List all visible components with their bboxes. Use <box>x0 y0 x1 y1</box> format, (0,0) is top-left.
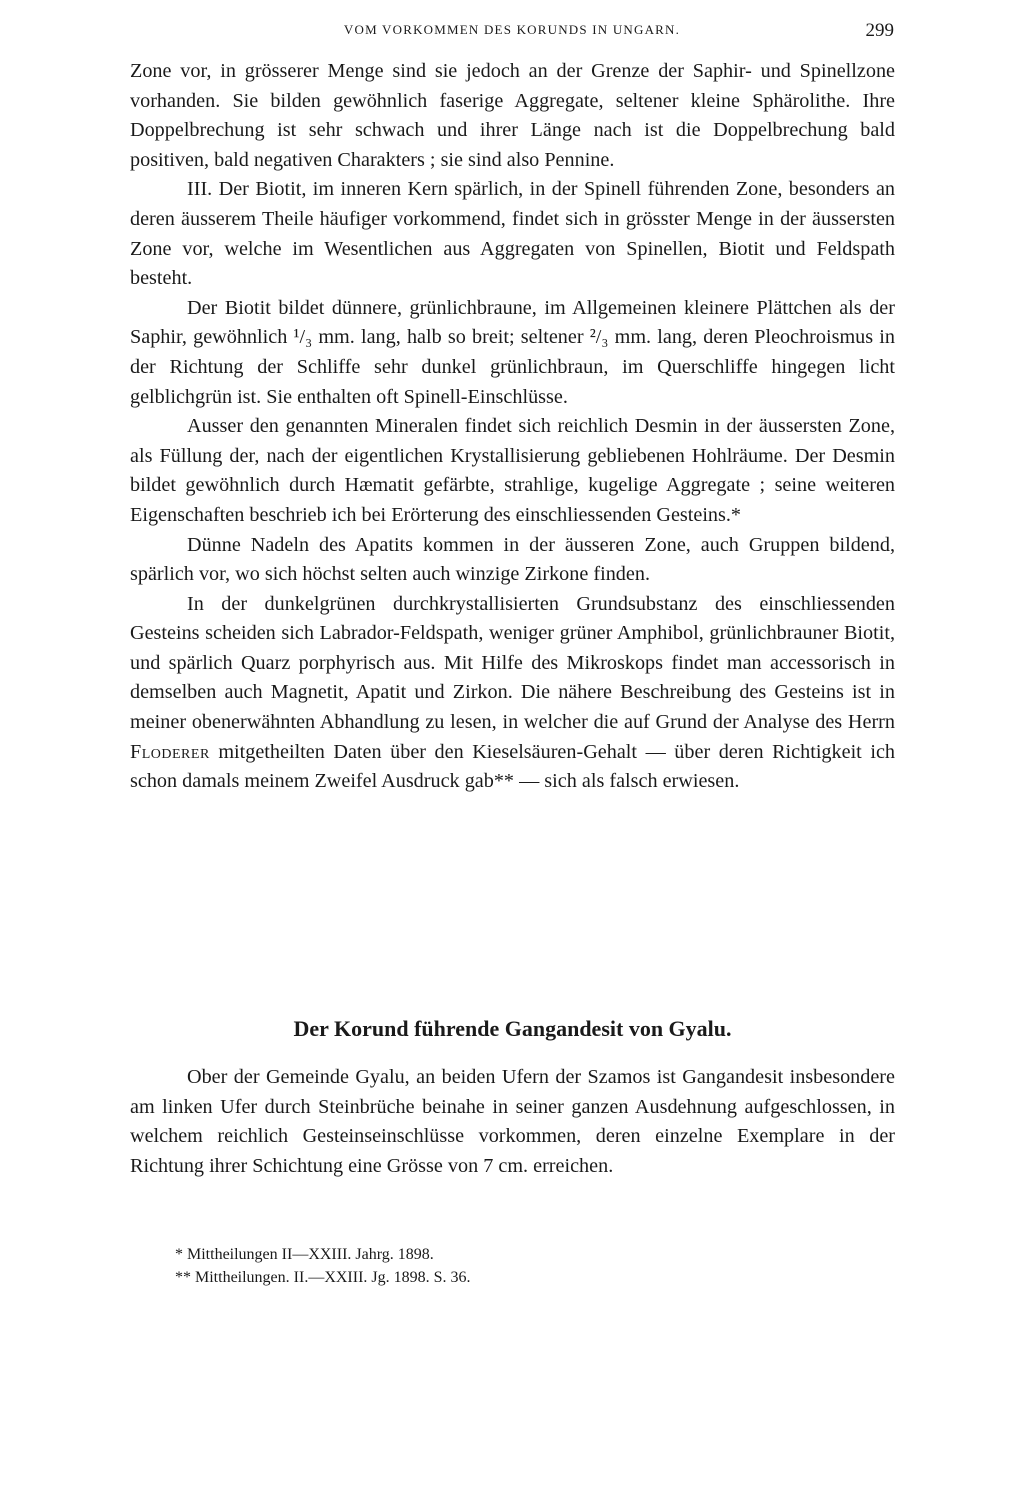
paragraph-apatit: Dünne Nadeln des Apatits kommen in der äusseren Zone, auch Gruppen bildend, spärlich vor, wo sich höchst selten auch winzige Zirkone finden. <box>130 533 895 586</box>
body-text <box>130 57 895 797</box>
paragraph-continued: Zone vor, in grösserer Menge sind sie jedoch an der Grenze der Saphir- und Spinellzone vorhanden. Sie bilden gewöhnlich faserige Aggregate, seltener kleine Sphärolithe. Ihre Doppelbrechung ist sehr schwach und ihrer Länge nach ist die Doppelbrechung bald positiven, bald negativen Charakters ; sie sind also Pennine. <box>130 60 895 171</box>
paragraph-gyalu: Ober der Gemeinde Gyalu, an beiden Ufern der Szamos ist Gangandesit insbesondere am linken Ufer durch Steinbrüche beinahe in seiner ganzen Ausdehnung aufgeschlossen, in welchem reichlich Gesteinseinschlüsse vorkommen, deren einzelne Exemplare in der Richtung ihrer Schichtung eine Grösse von 7 cm. erreichen. <box>130 1066 895 1177</box>
paragraph-grundsubstanz-start: In der dunkelgrünen durchkrystallisierten Grundsubstanz des einschliessenden Gesteins scheiden sich Labrador-Feldspath, weniger grüner Amphibol, grünlichbrauner Biotit, und spärlich Quarz porphyrisch aus. Mit Hilfe des Mikroskops findet man accessorisch in demselben auch Magnetit, Apatit und Zirkon. Die nähere Beschreibung des Gesteins ist in meiner obenerwähnten Abhandlung zu lesen, in welcher die auf Grund der Analyse des Herrn <box>130 592 895 734</box>
paragraph-biotit-description: Der Biotit bildet dünnere, grünlichbraune, im Allgemeinen kleinere Plättchen als der Saphir, gewöhnlich ¹/₃ mm. lang, halb so breit; seltener ²/₃ mm. lang, deren Pleochroismus in der Richtung der Schliffe sehr dunkel grünlichbraun, im Querschliffe hingegen licht gelblichgrün ist. Sie enthalten oft Spinell-Einschlüsse. <box>130 296 895 408</box>
author-name: Floderer <box>130 740 210 763</box>
paragraph-grundsubstanz <box>130 590 895 797</box>
footnote-1: * Mittheilungen II—XXIII. Jahrg. 1898. <box>175 1246 434 1263</box>
section-text <box>130 1063 895 1181</box>
paragraph-desmin: Ausser den genannten Mineralen findet sich reichlich Desmin in der äussersten Zone, als Füllung der, nach der eigentlichen Krystallisierung gebliebenen Hohlräume. Der Desmin bildet gewöhnlich durch Hæmatit gefärbte, strahlige, kugelige Aggregate ; seine weiteren Eigenschaften beschrieb ich bei Erörterung des einschliessenden Gesteins.* <box>130 415 895 526</box>
page-number: 299 <box>865 20 894 41</box>
footnote-2: ** Mittheilungen. II.—XXIII. Jg. 1898. S. 36. <box>175 1269 471 1286</box>
running-head: VOM VORKOMMEN DES KORUNDS IN UNGARN. <box>343 22 681 37</box>
footnotes <box>175 1243 471 1289</box>
paragraph-biotit: III. Der Biotit, im inneren Kern spärlich, in der Spinell führenden Zone, besonders an deren äusserem Theile häufiger vorkommend, findet sich in grösster Menge in der äussersten Zone vor, welche im Wesentlichen aus Aggregaten von Spinellen, Biotit und Feldspath besteht. <box>130 178 895 290</box>
section-title: Der Korund führende Gangandesit von Gyalu. <box>293 1016 732 1041</box>
paragraph-grundsubstanz-end: mitgetheilten Daten über den Kieselsäuren-Gehalt — über deren Richtigkeit ich schon damals meinem Zweifel Ausdruck gab** — sich als falsch erwiesen. <box>130 740 895 793</box>
page-header <box>130 20 894 46</box>
